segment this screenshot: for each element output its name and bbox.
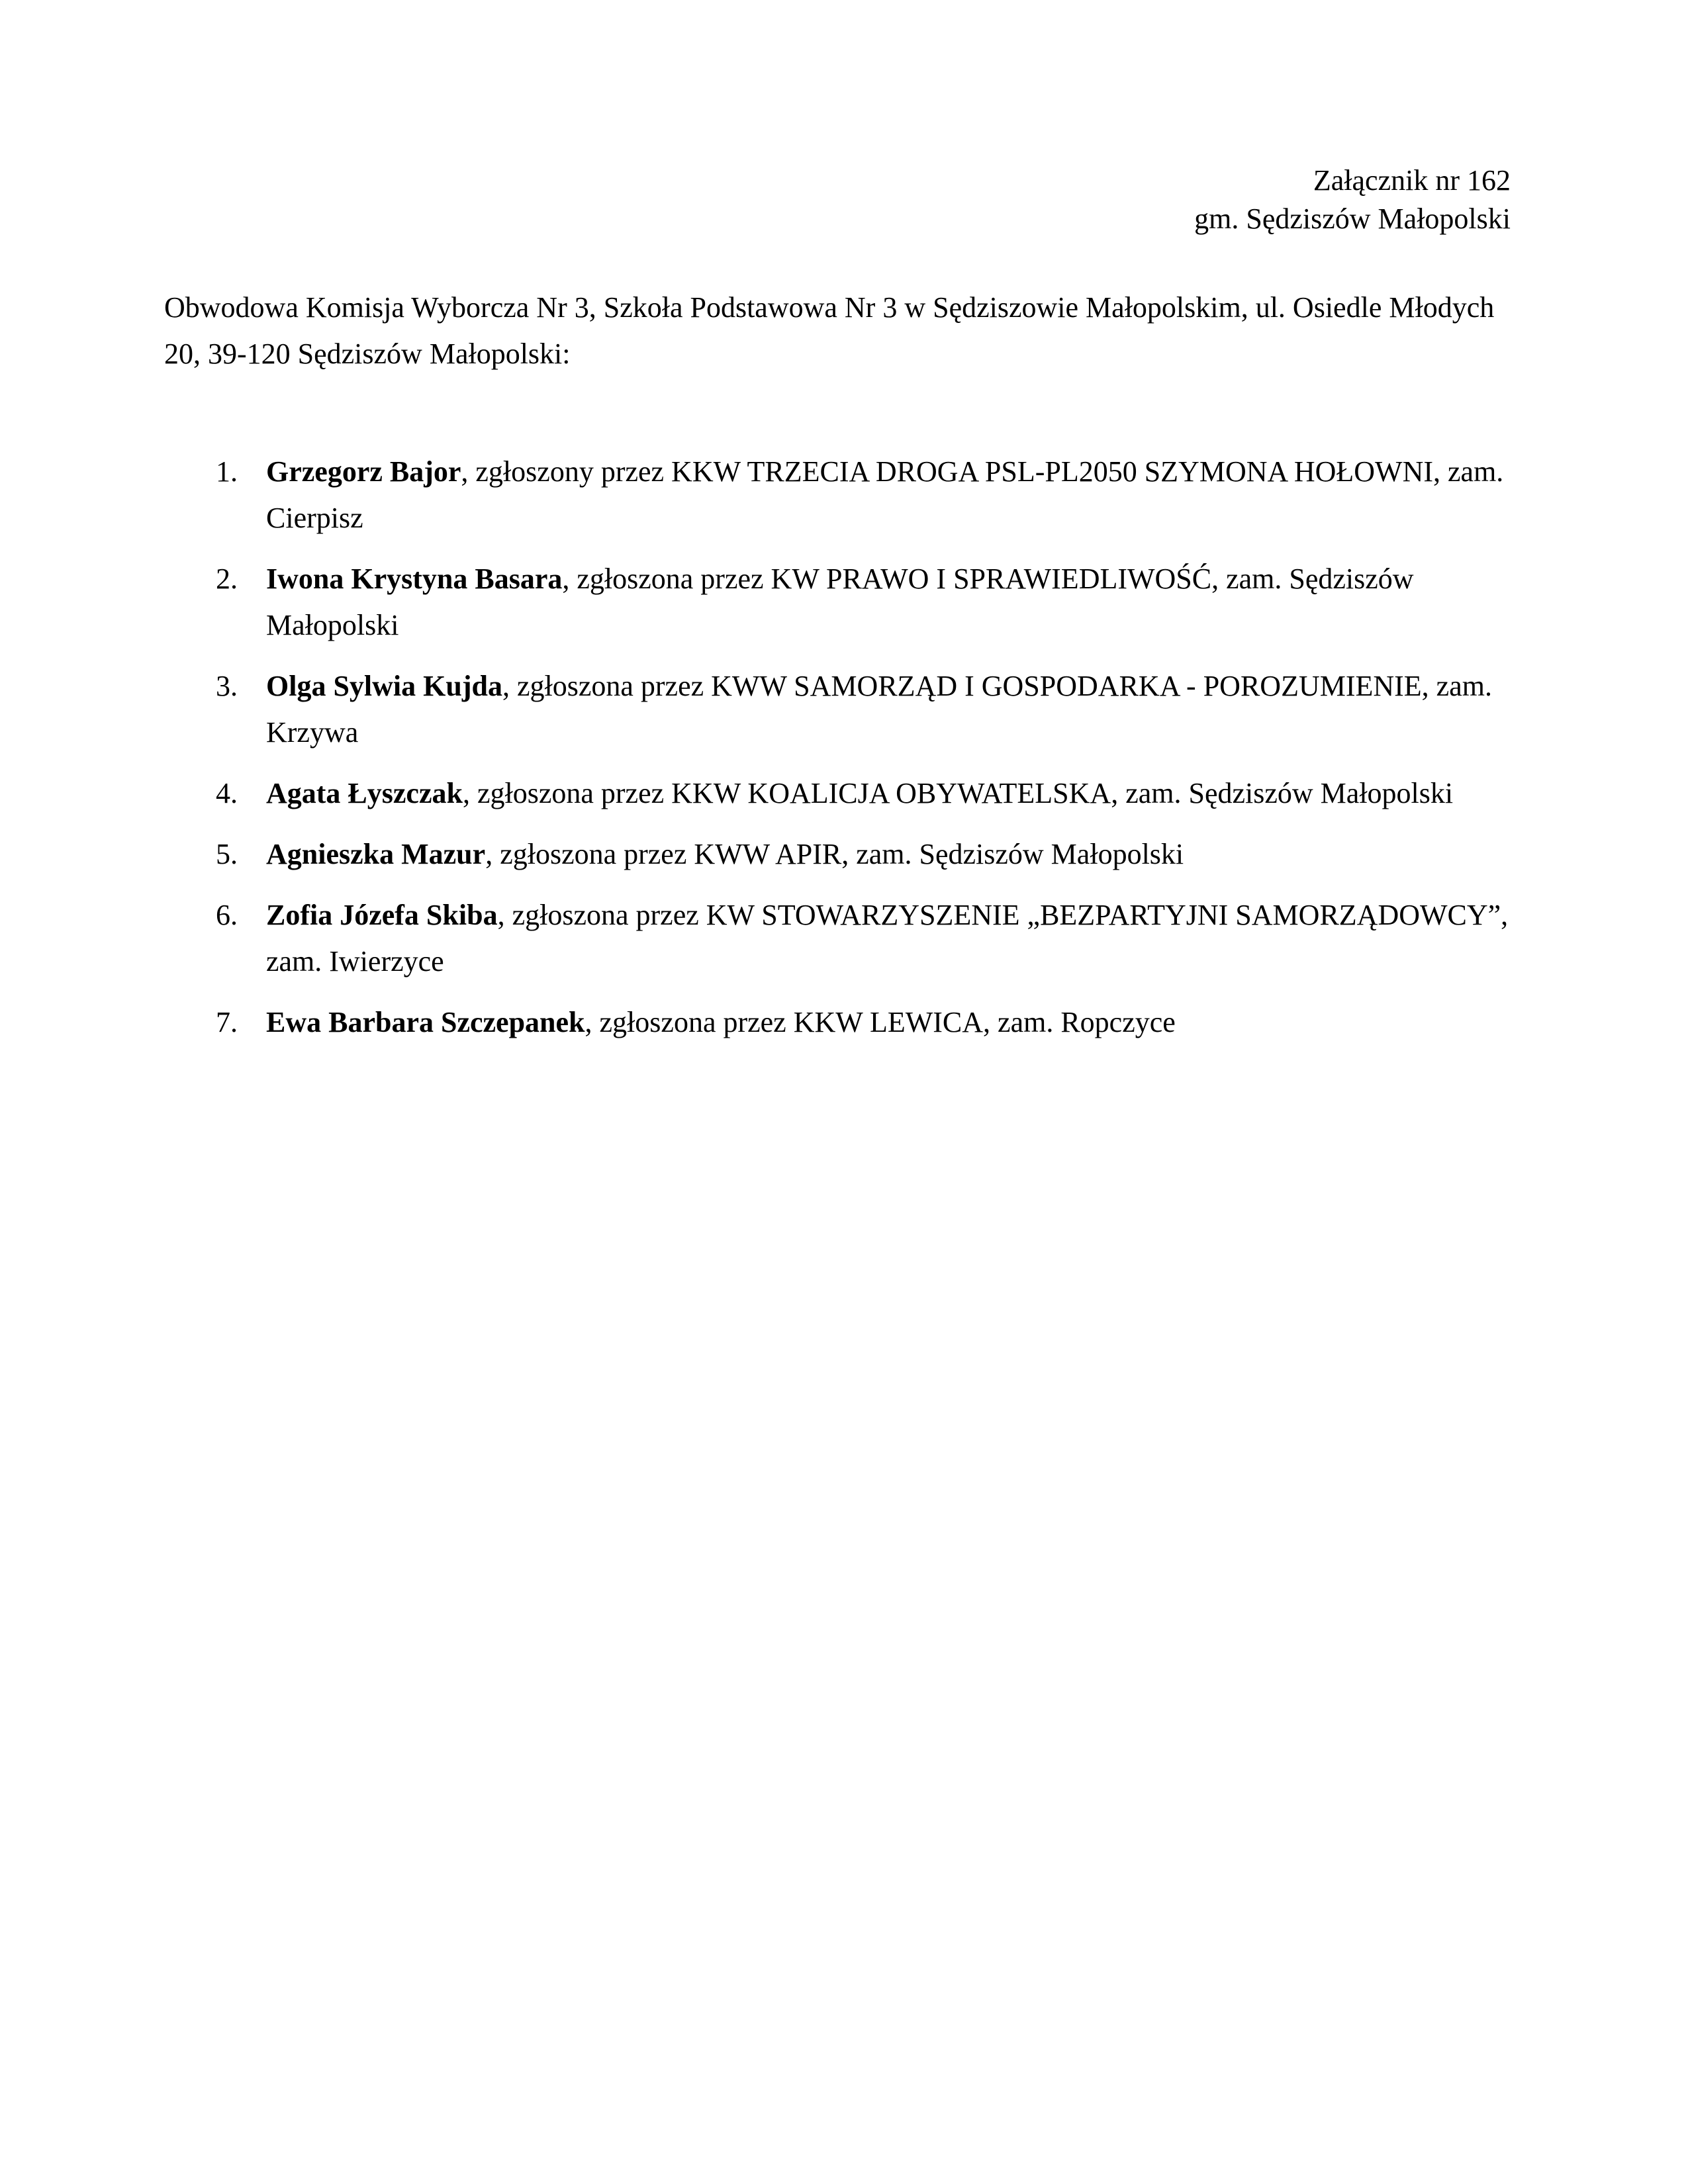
member-name: Agnieszka Mazur xyxy=(266,838,486,870)
member-details: , zgłoszona przez KWW SAMORZĄD I GOSPODARKA - POROZUMIENIE, zam. Krzywa xyxy=(266,670,1492,749)
member-details: , zgłoszona przez KW PRAWO I SPRAWIEDLIWOŚĆ, zam. Sędziszów Małopolski xyxy=(266,563,1414,641)
list-item xyxy=(164,556,1528,649)
member-details: , zgłoszona przez KWW APIR, zam. Sędziszów Małopolski xyxy=(485,838,1184,870)
member-name: Iwona Krystyna Basara xyxy=(266,563,563,595)
member-name: Olga Sylwia Kujda xyxy=(266,670,502,702)
item-number: 6. xyxy=(216,899,238,931)
list-item xyxy=(164,999,1528,1046)
member-name: Zofia Józefa Skiba xyxy=(266,899,498,931)
attachment-number: Załącznik nr 162 xyxy=(1313,164,1511,197)
member-details: , zgłoszony przez KKW TRZECIA DROGA PSL-PL2050 SZYMONA HOŁOWNI, zam. Cierpisz xyxy=(266,455,1504,534)
member-list xyxy=(164,449,1528,1060)
member-name: Ewa Barbara Szczepanek xyxy=(266,1006,585,1038)
commission-description: Obwodowa Komisja Wyborcza Nr 3, Szkoła Podstawowa Nr 3 w Sędziszowie Małopolskim, ul. Osiedle Młodych 20, 39-120 Sędziszów Małopolski: xyxy=(164,291,1495,370)
member-details: , zgłoszona przez KKW KOALICJA OBYWATELSKA, zam. Sędziszów Małopolski xyxy=(462,777,1454,809)
member-name: Agata Łyszczak xyxy=(266,777,463,809)
member-details: , zgłoszona przez KKW LEWICA, zam. Ropczyce xyxy=(585,1006,1176,1038)
municipality: gm. Sędziszów Małopolski xyxy=(1194,203,1511,235)
list-item xyxy=(164,449,1528,541)
item-number: 7. xyxy=(216,1006,238,1038)
member-details: , zgłoszona przez KW STOWARZYSZENIE „BEZPARTYJNI SAMORZĄDOWCY”, zam. Iwierzyce xyxy=(266,899,1509,978)
member-name: Grzegorz Bajor xyxy=(266,455,461,488)
item-number: 3. xyxy=(216,670,238,702)
item-number: 2. xyxy=(216,563,238,595)
list-item xyxy=(164,892,1528,985)
list-item xyxy=(164,770,1528,817)
item-number: 4. xyxy=(216,777,238,809)
list-item xyxy=(164,831,1528,878)
item-number: 5. xyxy=(216,838,238,870)
item-number: 1. xyxy=(216,455,238,488)
list-item xyxy=(164,663,1528,756)
attachment-header xyxy=(1194,161,1511,238)
